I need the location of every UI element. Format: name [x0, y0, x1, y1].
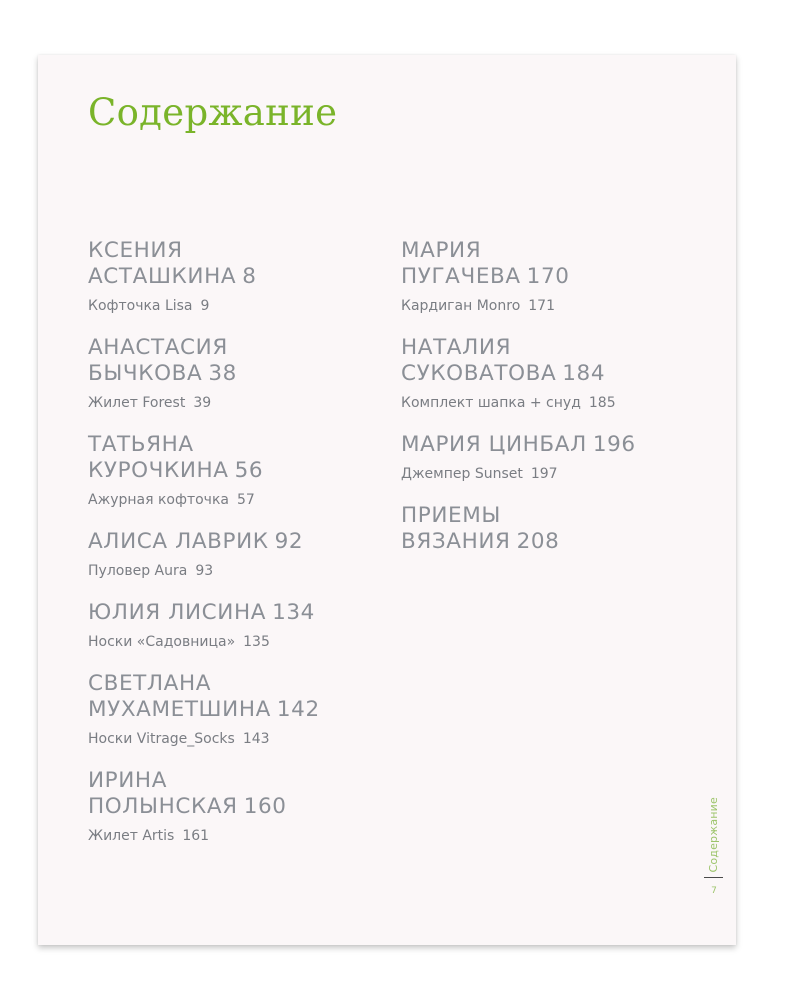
toc-entry	[88, 671, 388, 748]
toc-entry	[401, 335, 701, 412]
toc-item	[401, 394, 701, 412]
toc-item-page: 135	[243, 634, 270, 650]
toc-item-page: 9	[200, 298, 210, 314]
toc-entry	[88, 768, 388, 845]
toc-author-page: 142	[276, 697, 320, 722]
toc-author	[88, 432, 388, 484]
toc-item	[88, 394, 388, 412]
toc-author	[401, 503, 701, 555]
toc-entry	[88, 432, 388, 509]
toc-author-page: 196	[592, 432, 636, 457]
toc-item-title: Кардиган Monro	[401, 298, 521, 314]
toc-item-title: Ажурная кофточка	[88, 492, 229, 508]
toc-entry	[401, 238, 701, 315]
toc-author-page: 170	[526, 264, 570, 289]
toc-author	[88, 529, 388, 555]
toc-author-page: 208	[516, 529, 560, 554]
running-header	[701, 797, 727, 887]
toc-author-name: ЮЛИЯ ЛИСИНА	[88, 600, 267, 625]
toc-author-page: 184	[562, 361, 606, 386]
toc-author	[88, 671, 388, 723]
toc-author-page: 8	[242, 264, 257, 289]
toc-author-page: 92	[274, 529, 304, 554]
toc-author-name: ТАТЬЯНА КУРОЧКИНА	[88, 432, 229, 483]
toc-author	[88, 238, 388, 290]
toc-item-page: 161	[182, 828, 210, 844]
toc-item-title: Жилет Artis	[88, 828, 175, 844]
toc-author	[401, 335, 701, 387]
toc-author-name: ПРИЕМЫ ВЯЗАНИЯ	[401, 503, 511, 554]
toc-author	[88, 600, 388, 626]
toc-author-name: МАРИЯ ПУГАЧЕВА	[401, 238, 521, 289]
toc-author-name: СВЕТЛАНА МУХАМЕТШИНА	[88, 671, 271, 722]
toc-author-name: НАТАЛИЯ СУКОВАТОВА	[401, 335, 557, 386]
toc-item-title: Джемпер Sunset	[401, 466, 523, 482]
toc-item	[88, 633, 388, 651]
toc-entry	[88, 529, 388, 580]
toc-author-page: 38	[208, 361, 237, 386]
toc-author-name: ИРИНА ПОЛЫНСКАЯ	[88, 768, 238, 819]
toc-item-page: 57	[236, 492, 255, 508]
toc-author	[88, 335, 388, 387]
toc-item-title: Пуловер Aura	[88, 563, 188, 579]
toc-column-right	[401, 238, 701, 575]
toc-author	[401, 432, 701, 458]
toc-item	[88, 491, 388, 509]
toc-author-page: 134	[272, 600, 315, 625]
toc-item-page: 185	[588, 395, 616, 411]
toc-author	[88, 768, 388, 820]
running-header-text: Содержание	[707, 797, 720, 873]
toc-column-left	[88, 238, 388, 865]
toc-author-name: МАРИЯ ЦИНБАЛ	[401, 432, 587, 457]
book-page	[38, 55, 736, 945]
toc-item-page: 171	[528, 298, 555, 314]
toc-author-name: АЛИСА ЛАВРИК	[88, 529, 269, 554]
toc-item-title: Комплект шапка + снуд	[401, 395, 581, 411]
toc-item	[88, 562, 388, 580]
toc-item	[401, 465, 701, 483]
toc-entry	[88, 335, 388, 412]
toc-item-title: Кофточка Lisa	[88, 298, 193, 314]
toc-item	[88, 827, 388, 845]
toc-item-title: Носки «Садовница»	[88, 634, 236, 650]
toc-item	[88, 297, 388, 315]
toc-entry	[401, 503, 701, 555]
toc-entry	[88, 600, 388, 651]
toc-author-page: 56	[234, 458, 264, 483]
toc-item-page: 93	[195, 563, 214, 579]
toc-item-title: Жилет Forest	[88, 395, 186, 411]
toc-author-page: 160	[243, 794, 287, 819]
toc-item-page: 39	[193, 395, 212, 411]
page-title: Содержание	[88, 91, 338, 134]
toc-item-page: 197	[530, 466, 558, 482]
page-number: 7	[711, 886, 717, 896]
toc-item-title: Носки Vitrage_Socks	[88, 731, 235, 747]
running-header-divider	[704, 877, 723, 878]
toc-author-name: КСЕНИЯ АСТАШКИНА	[88, 238, 237, 289]
toc-item	[88, 730, 388, 748]
toc-author	[401, 238, 701, 290]
toc-entry	[401, 432, 701, 483]
toc-entry	[88, 238, 388, 315]
toc-item	[401, 297, 701, 315]
toc-author-name: АНАСТАСИЯ БЫЧКОВА	[88, 335, 228, 386]
toc-item-page: 143	[242, 731, 270, 747]
